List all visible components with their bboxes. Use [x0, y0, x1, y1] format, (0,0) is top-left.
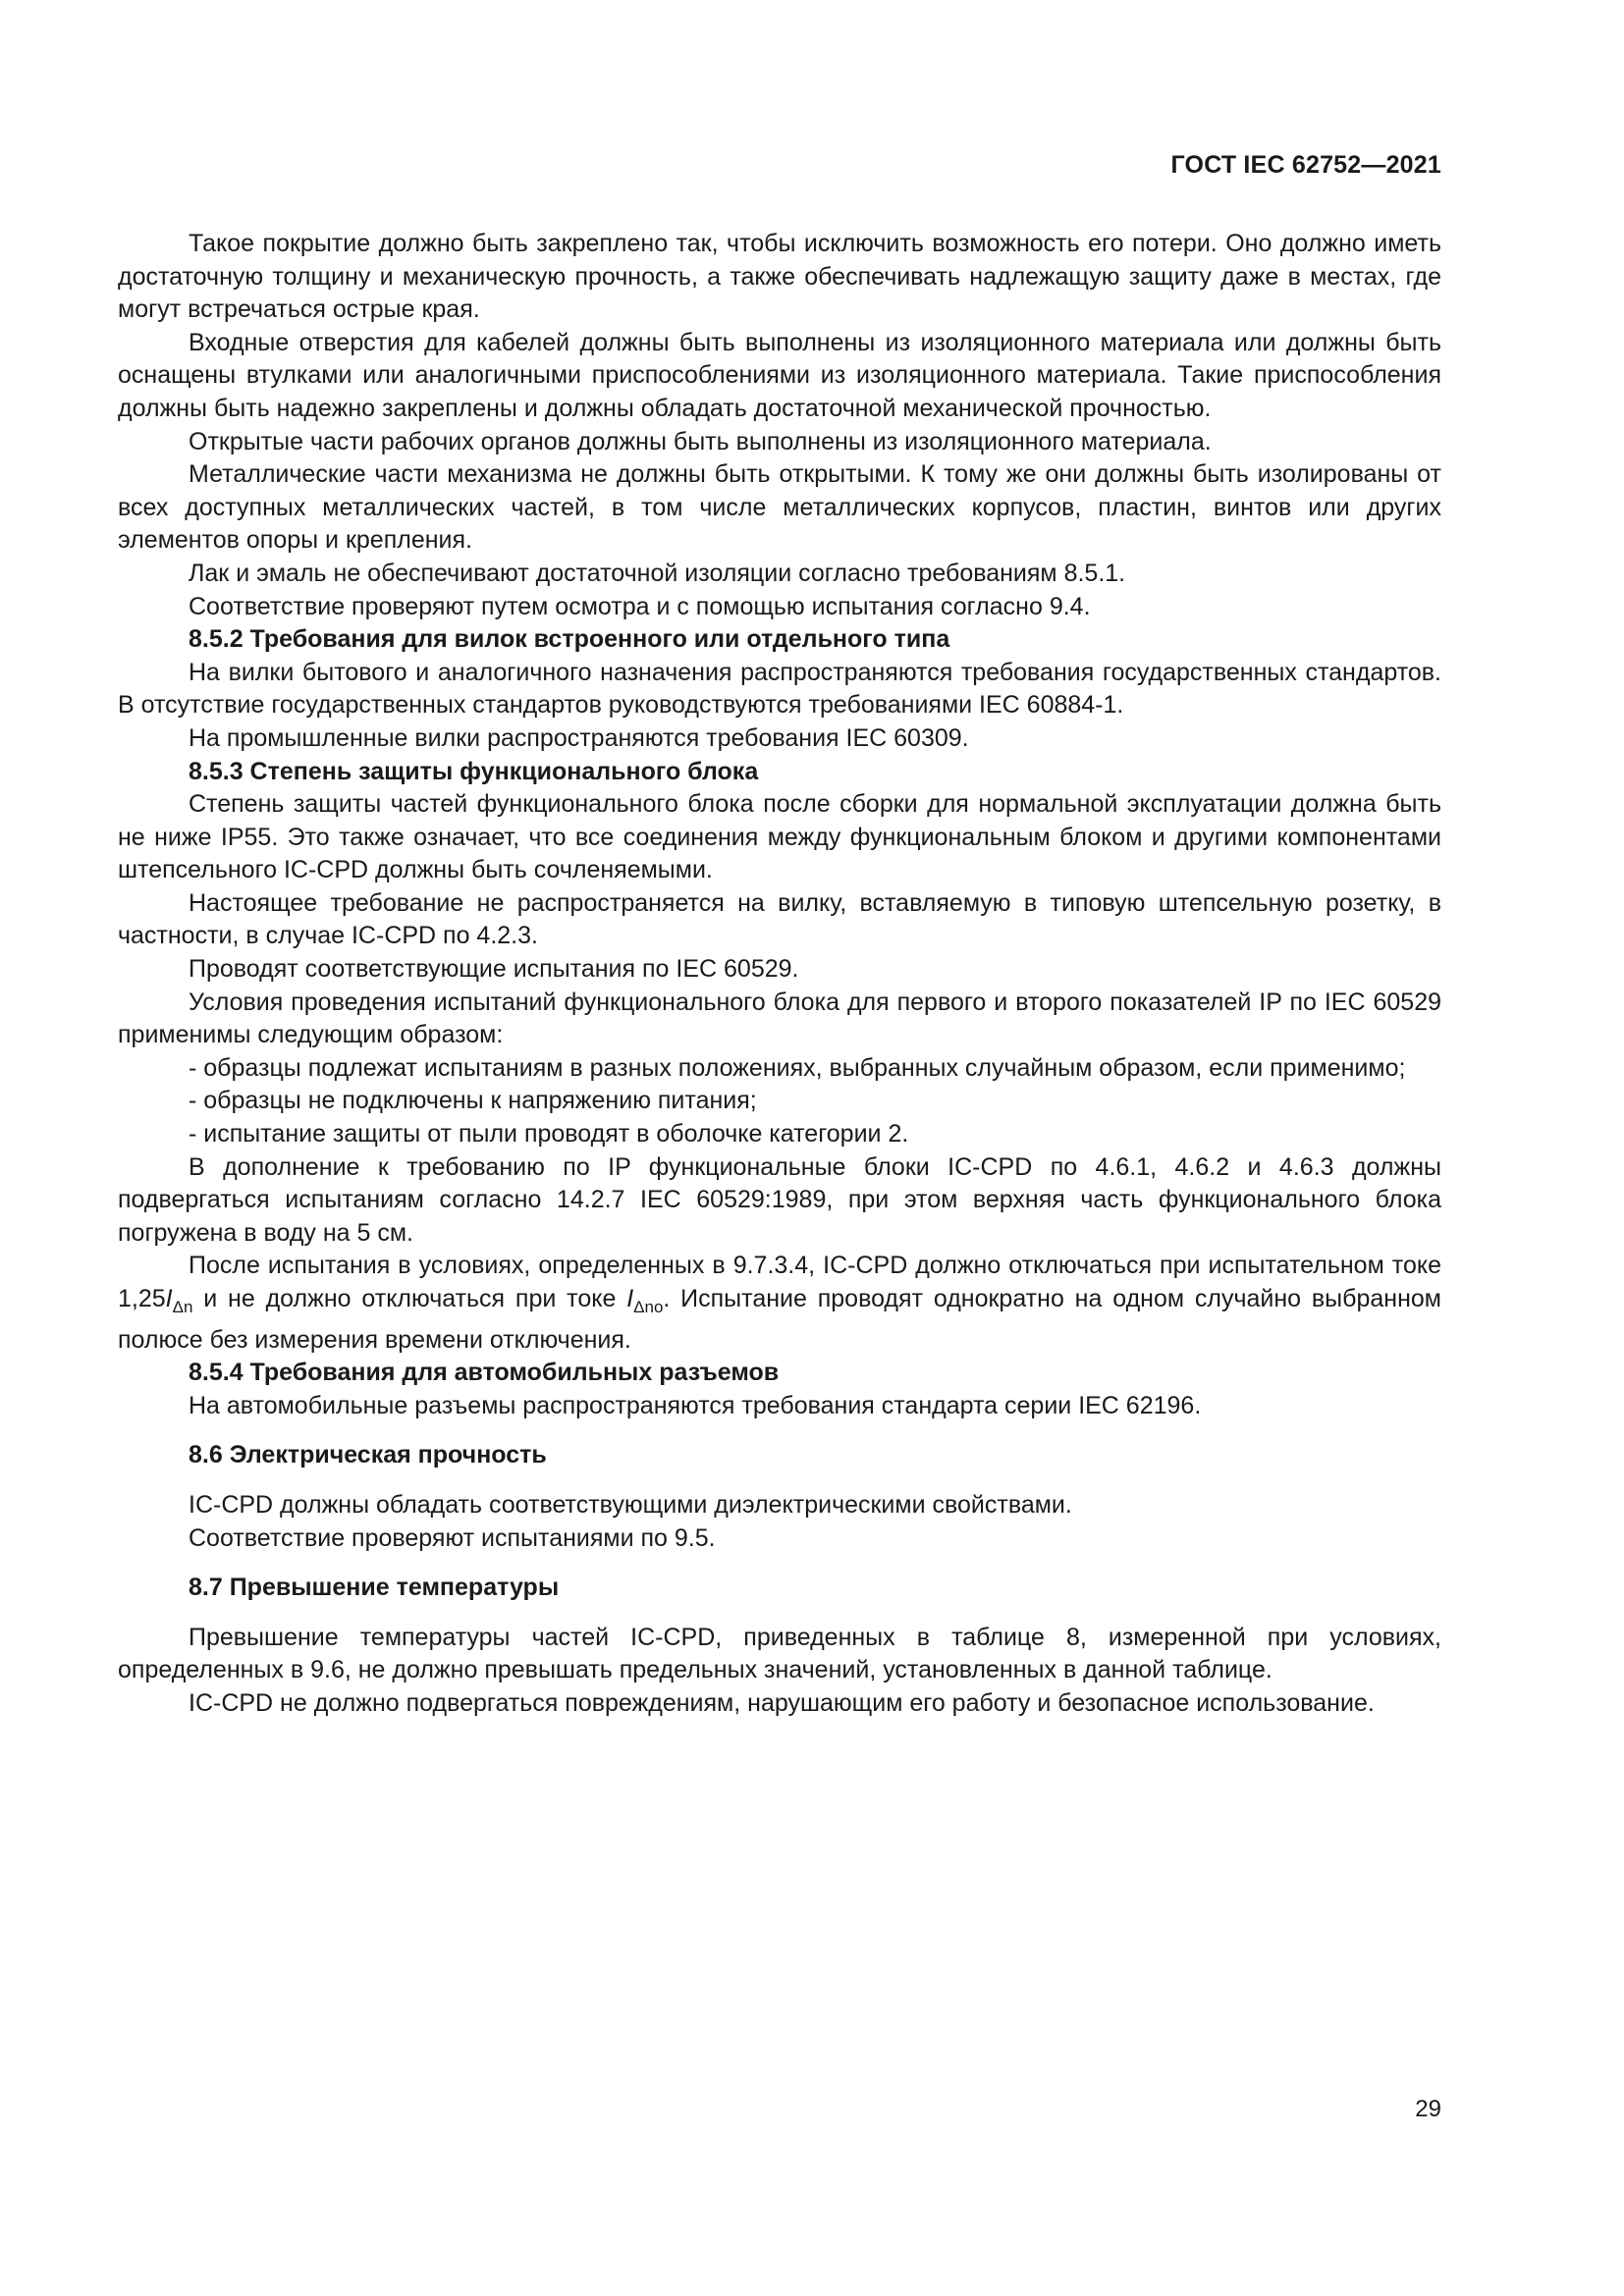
- spacer: [118, 1422, 1441, 1439]
- paragraph: Настоящее требование не распространяется на вилку, вставляемую в типовую штепсельную розетку, в частности, в случае IC-CPD по 4.2.3.: [118, 888, 1441, 950]
- spacer: [118, 1555, 1441, 1572]
- paragraph: Соответствие проверяют испытаниями по 9.5.: [189, 1523, 716, 1552]
- paragraph: Проводят соответствующие испытания по IEC 60529.: [189, 955, 799, 984]
- paragraph: Металлические части механизма не должны быть открытыми. К тому же они должны быть изолированы от всех доступных металлических частей, в том числе металлических корпусов, пластин, винтов или других элементов опоры и крепления.: [118, 460, 1441, 555]
- section-heading-8-5-3: 8.5.3 Степень защиты функционального блока: [189, 757, 759, 785]
- spacer: [118, 1605, 1441, 1622]
- text-run: и не должно отключаться при токе: [192, 1285, 627, 1312]
- paragraph: Лак и эмаль не обеспечивают достаточной изоляции согласно требованиям 8.5.1.: [189, 559, 1126, 587]
- paragraph: На вилки бытового и аналогичного назначения распространяются требования государственных стандартов. В отсутствие государственных стандартов руководствуются требованиями IEC 60884-1.: [118, 658, 1441, 720]
- paragraph: Соответствие проверяют путем осмотра и с помощью испытания согласно 9.4.: [189, 592, 1091, 620]
- list-item: - испытание защиты от пыли проводят в оболочке категории 2.: [189, 1120, 909, 1148]
- section-heading-8-7: 8.7 Превышение температуры: [189, 1574, 560, 1602]
- paragraph: На промышленные вилки распространяются требования IEC 60309.: [189, 723, 969, 752]
- paragraph: IC-CPD не должно подвергаться повреждениям, нарушающим его работу и безопасное использование.: [189, 1688, 1375, 1717]
- section-heading-8-6: 8.6 Электрическая прочность: [189, 1441, 547, 1469]
- page-number: 29: [1415, 2096, 1441, 2122]
- paragraph: Открытые части рабочих органов должны быть выполнены из изоляционного материала.: [189, 427, 1212, 455]
- paragraph: В дополнение к требованию по IP функциональные блоки IC-CPD по 4.6.1, 4.6.2 и 4.6.3 должны подвергаться испытаниям согласно 14.2.7 IEC 60529:1989, при этом верхняя часть функционального блока погружена в воду на 5 см.: [118, 1152, 1441, 1247]
- paragraph-test-current: [118, 1250, 1441, 1357]
- current-symbol: I: [626, 1285, 634, 1312]
- current-subscript: Δno: [633, 1298, 664, 1316]
- document-code-header: ГОСТ IEC 62752—2021: [1170, 151, 1441, 179]
- paragraph: На автомобильные разъемы распространяются требования стандарта серии IEC 62196.: [189, 1391, 1202, 1419]
- paragraph: Входные отверстия для кабелей должны быть выполнены из изоляционного материала или должны быть оснащены втулками или аналогичными приспособлениями из изоляционного материала. Такие приспособления должны быть надежно закреплены и должны обладать достаточной механической прочностью.: [118, 328, 1441, 422]
- paragraph: Такое покрытие должно быть закреплено так, чтобы исключить возможность его потери. Оно должно иметь достаточную толщину и механическую прочность, а также обеспечивать надлежащую защиту даже в местах, где могут встречаться острые края.: [118, 230, 1441, 324]
- list-item: - образцы подлежат испытаниям в разных положениях, выбранных случайным образом, если применимо;: [189, 1053, 1406, 1082]
- paragraph: IC-CPD должны обладать соответствующими диэлектрическими свойствами.: [189, 1490, 1072, 1519]
- section-heading-8-5-2: 8.5.2 Требования для вилок встроенного или отдельного типа: [189, 625, 950, 654]
- list-item: - образцы не подключены к напряжению питания;: [189, 1087, 757, 1115]
- spacer: [118, 1472, 1441, 1489]
- section-heading-8-5-4: 8.5.4 Требования для автомобильных разъемов: [189, 1359, 780, 1387]
- text-run: После испытания в условиях, определенных в 9.7.3.4, IC-CPD должно отключаться при испытательном токе 1,25: [118, 1252, 1441, 1312]
- text-run: . Испытание проводят однократно на одном случайно выбранном полюсе без измерения времени отключения.: [118, 1285, 1441, 1354]
- current-subscript: Δn: [172, 1298, 193, 1316]
- current-symbol: I: [165, 1285, 173, 1312]
- paragraph: Степень защиты частей функционального блока после сборки для нормальной эксплуатации должна быть не ниже IP55. Это также означает, что все соединения между функциональным блоком и другими компонентами штепсельного IC-CPD должны быть сочленяемыми.: [118, 790, 1441, 884]
- paragraph: Превышение температуры частей IC-CPD, приведенных в таблице 8, измеренной при условиях, определенных в 9.6, не должно превышать предельных значений, установленных в данной таблице.: [118, 1623, 1441, 1684]
- paragraph: Условия проведения испытаний функционального блока для первого и второго показателей IP по IEC 60529 применимы следующим образом:: [118, 988, 1441, 1049]
- document-body: [118, 228, 1441, 1721]
